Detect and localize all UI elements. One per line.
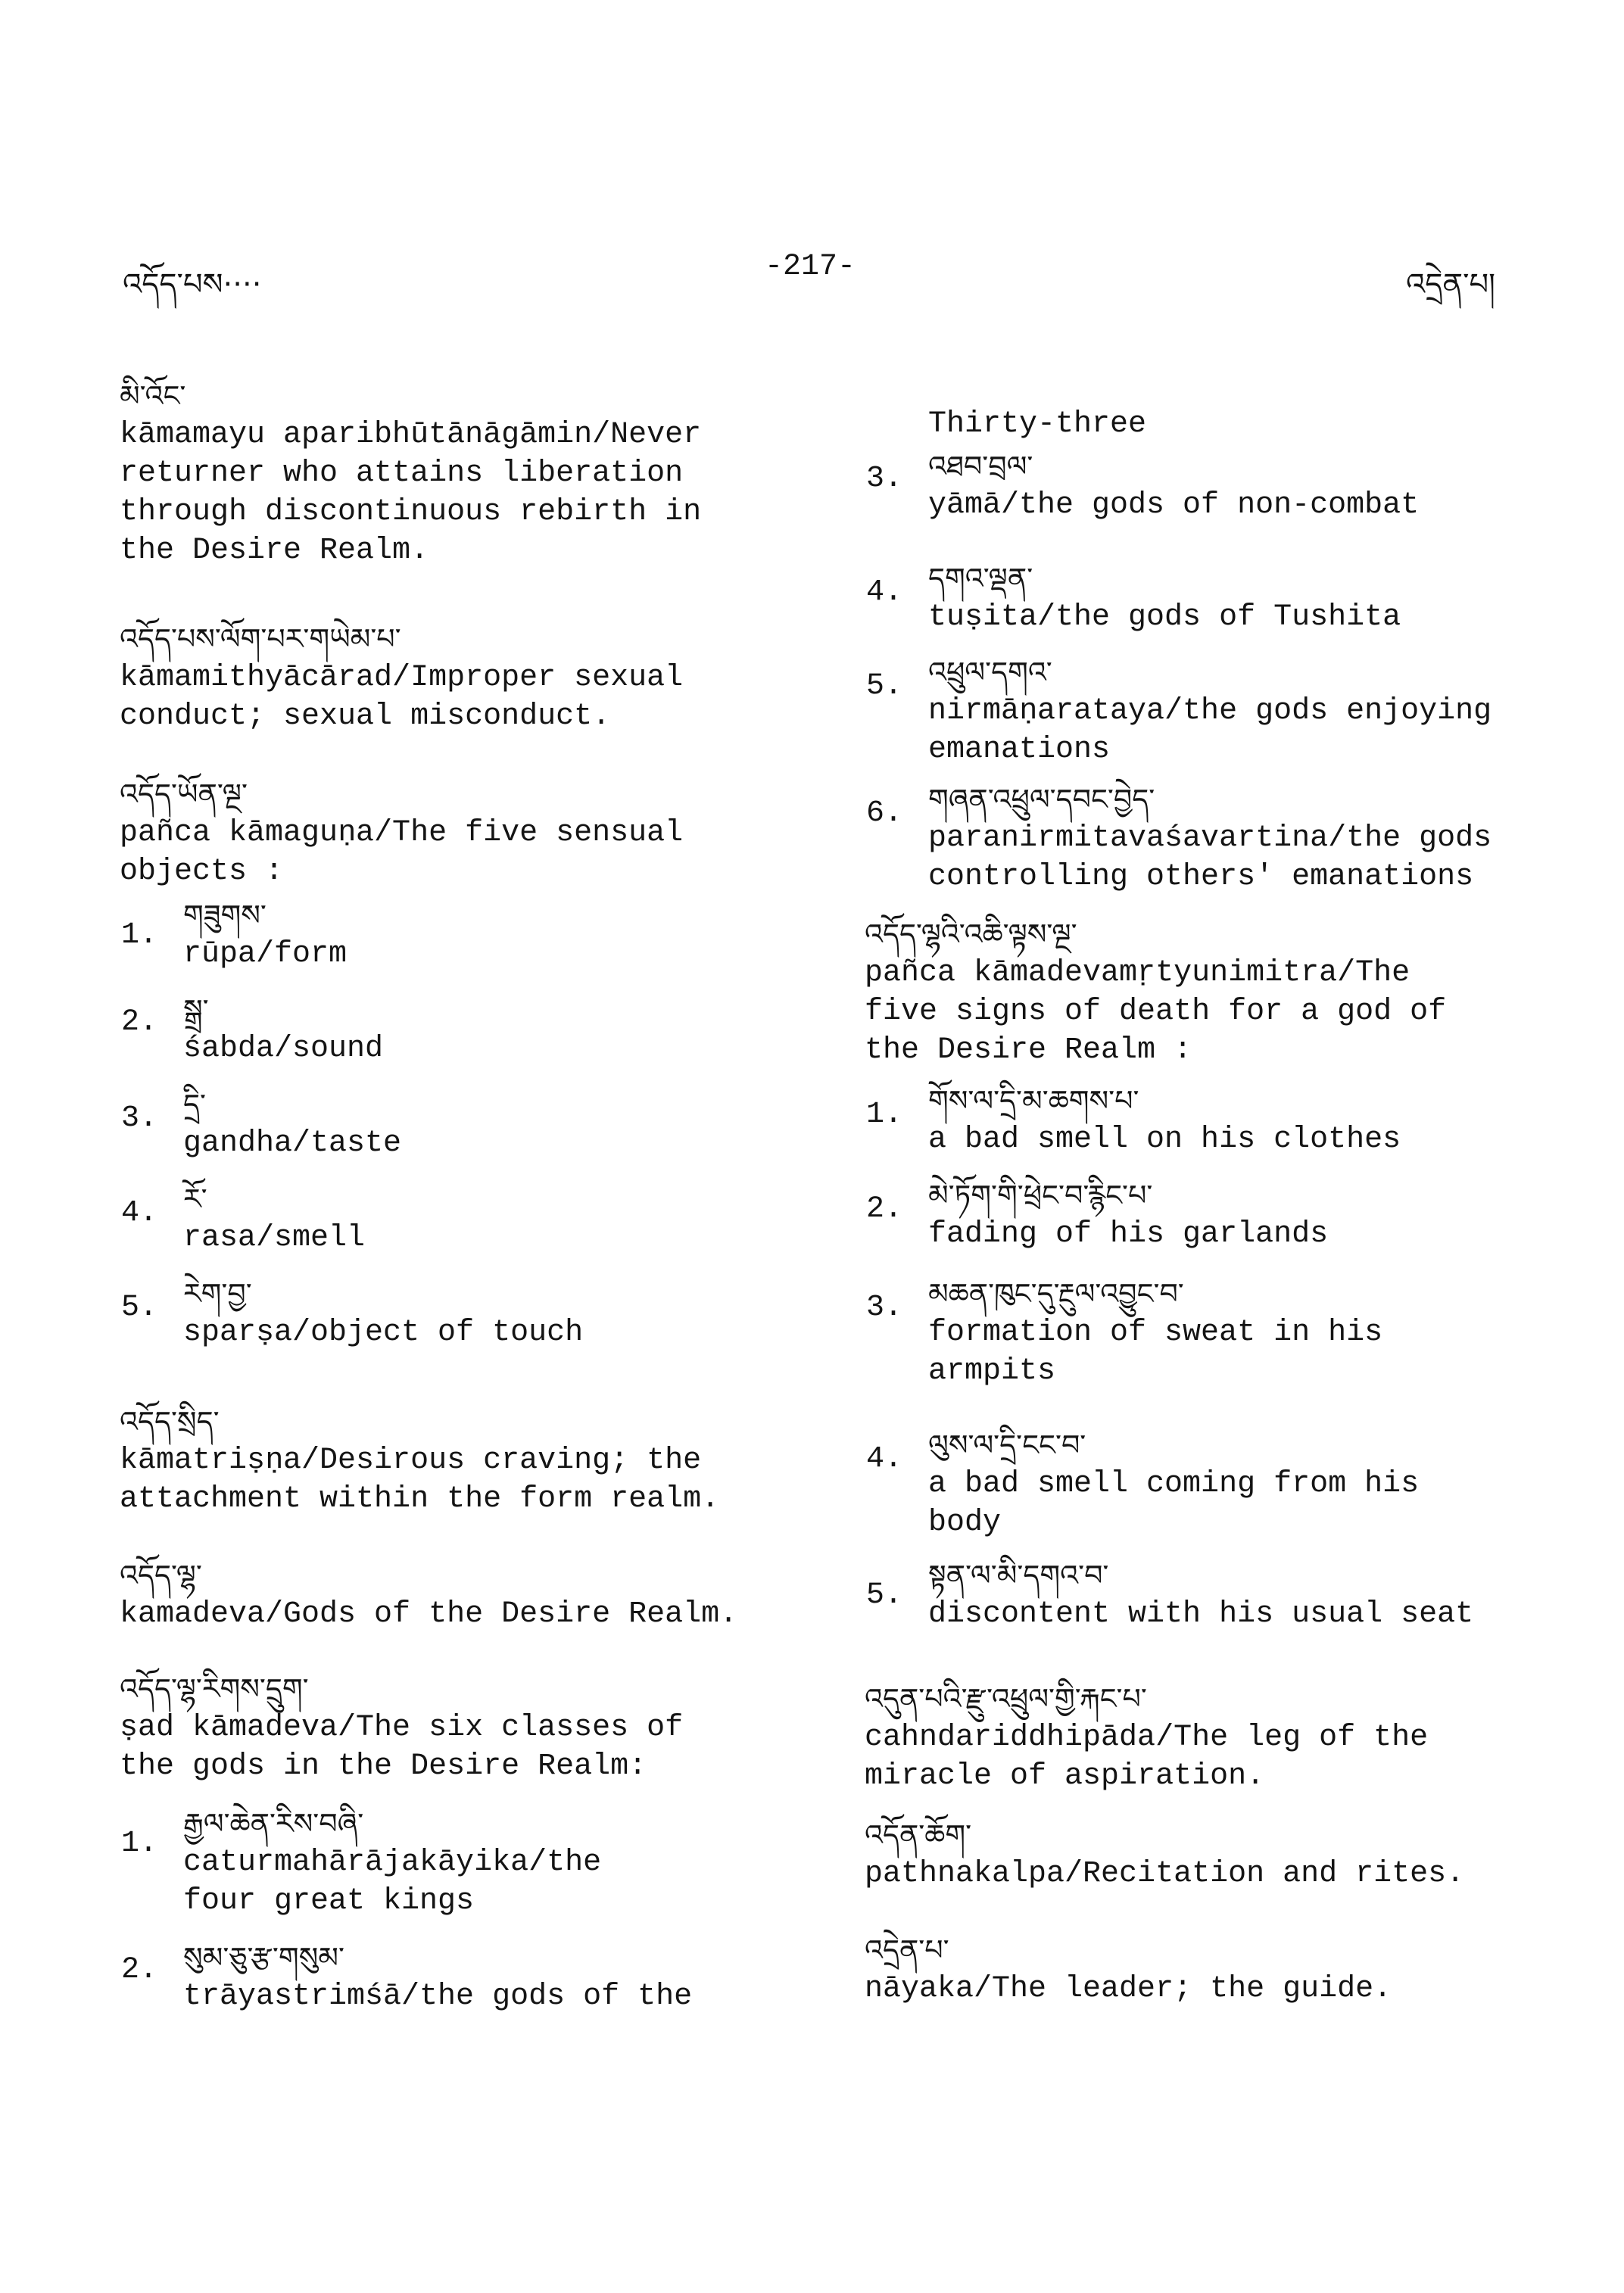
tibetan-headword: འདོན་ཆོག་ (865, 1818, 972, 1852)
item-number: 4. (866, 1442, 903, 1476)
item-gloss: rasa/smell (183, 1221, 366, 1255)
list-item (865, 780, 1546, 896)
item-gloss: śabda/sound (183, 1032, 384, 1066)
item-gloss: paranirmitavaśavartina/the gods controlling others' emanations (928, 821, 1492, 894)
item-gloss: rūpa/form (183, 937, 348, 971)
item-gloss: trāyastrimśā/the gods of the (183, 1980, 693, 2014)
tibetan-headword: འདོད་ལྷ་རིགས་དྲུག་ (120, 1672, 309, 1706)
item-number: 5. (866, 669, 903, 703)
tibetan-headword: འདོད་ཡོན་ལྔ་ (120, 777, 248, 811)
list-item (865, 559, 1546, 637)
entry (865, 1679, 1546, 1796)
list-item (865, 1081, 1546, 1159)
entry (120, 619, 801, 736)
item-gloss: gandha/taste (183, 1126, 402, 1161)
entry (120, 774, 801, 891)
entry-gloss: kāmamayu aparibhūtānāgāmin/Never returner who attains liberation through discontinuous rebirth in the Desire Realm. (120, 418, 702, 568)
item-number: 4. (121, 1196, 158, 1230)
entry (865, 1815, 1546, 1893)
item-number: 1. (121, 1827, 158, 1861)
list-item (865, 1176, 1546, 1254)
item-number: 5. (121, 1291, 158, 1325)
list-item (120, 1274, 801, 1352)
item-tibetan: གཞན་འཕྲུལ་དབང་བྱེད་ (928, 783, 1155, 816)
running-header-right: འདྲེན་པ། (1406, 267, 1495, 302)
item-tibetan: འཕྲུལ་དགའ་ (928, 656, 1052, 689)
item-number: 5. (866, 1578, 903, 1612)
item-tibetan: སྒྲ་ (183, 993, 209, 1027)
entry (120, 1402, 801, 1519)
item-tibetan: གཟུགས་ (183, 899, 267, 932)
entry-gloss: kamadeva/Gods of the Desire Realm. (120, 1597, 738, 1631)
item-tibetan: དྲི་ (183, 1088, 206, 1121)
item-tibetan: གོས་ལ་དྲི་མ་ཆགས་པ་ (928, 1084, 1139, 1117)
entry-gloss: kāmatriṣṇa/Desirous craving; the attachment within the form realm. (120, 1444, 720, 1516)
item-tibetan: རོ་ (183, 1182, 207, 1216)
entry-gloss: ṣad kāmadeva/The six classes of the gods in the Desire Realm: (120, 1711, 684, 1784)
list-item (120, 896, 801, 974)
entry (120, 376, 801, 570)
item-tibetan: སུམ་ཅུ་རྩ་གསུམ་ (183, 1941, 344, 1974)
item-tibetan: སྟན་ལ་མི་དགའ་བ་ (928, 1559, 1109, 1592)
list-item (120, 990, 801, 1068)
item-gloss: tuṣita/the gods of Tushita (928, 600, 1401, 634)
item-gloss: discontent with his usual seat (928, 1597, 1474, 1631)
item-tibetan: མེ་ཏོག་གི་ཕྲེང་བ་རྙིང་པ་ (928, 1179, 1153, 1212)
item-gloss: a bad smell coming from his body (928, 1467, 1420, 1540)
tibetan-headword: འདོད་སྲིད་ (120, 1405, 220, 1438)
entry-gloss: pañca kāmaguṇa/The five sensual objects : (120, 816, 684, 889)
item-number: 3. (121, 1101, 158, 1136)
tibetan-headword: འདོད་ལྷའི་འཆི་ལྟས་ལྔ་ (865, 918, 1077, 951)
tibetan-headword: འདོད་ལྷ་ (120, 1559, 202, 1592)
entry-gloss: cahndariddhipāda/The leg of the miracle of aspiration. (865, 1721, 1429, 1793)
list-item (120, 1179, 801, 1257)
list-item (865, 1425, 1546, 1542)
list-item (120, 1085, 801, 1163)
list-item (865, 653, 1546, 769)
entry-gloss: pañca kāmadevamṛtyunimitra/The five signs of death for a god of the Desire Realm : (865, 956, 1447, 1067)
item-number: 1. (866, 1098, 903, 1132)
item-number: 2. (121, 1953, 158, 1987)
item-tibetan: འཐབ་བྲལ་ (928, 450, 1033, 483)
item-gloss: formation of sweat in his armpits (928, 1316, 1383, 1388)
item-tibetan: དགའ་ལྡན་ (928, 562, 1033, 595)
tibetan-headword: འདུན་པའི་རྫུ་འཕྲུལ་གྱི་རྐང་པ་ (865, 1682, 1147, 1715)
item-gloss: a bad smell on his clothes (928, 1123, 1401, 1157)
item-tibetan: རེག་བྱ་ (183, 1277, 252, 1310)
item-gloss: caturmahārājakāyika/the four great kings (183, 1846, 602, 1918)
entry (120, 1669, 801, 1786)
entry-gloss: nāyaka/The leader; the guide. (865, 1972, 1392, 2006)
entry (865, 1930, 1546, 2008)
list-item (865, 447, 1546, 525)
item-number: 6. (866, 796, 903, 830)
entry (120, 1556, 801, 1634)
list-item (120, 1804, 801, 1921)
item-number: 1. (121, 918, 158, 952)
item-number: 2. (121, 1005, 158, 1039)
item-number: 3. (866, 462, 903, 496)
item-tibetan: མཆན་ཁུང་དུ་རྔུལ་འབྱུང་བ་ (928, 1277, 1184, 1310)
entry (865, 914, 1546, 1070)
item-gloss: sparṣa/object of touch (183, 1316, 584, 1350)
tibetan-headword: འདྲེན་པ་ (865, 1933, 949, 1967)
item-gloss: nirmāṇarataya/the gods enjoying emanations (928, 694, 1492, 767)
list-item (865, 1556, 1546, 1634)
tibetan-headword: མི་འོང་ (120, 379, 186, 413)
running-header-left: འདོད་པས···· (123, 267, 262, 302)
item-gloss: fading of his garlands (928, 1217, 1329, 1251)
tibetan-headword: འདོད་པས་ལོག་པར་གཡེམ་པ་ (120, 622, 401, 656)
item-tibetan: ལུས་ལ་དྲི་ངང་བ་ (928, 1428, 1086, 1462)
list-item (120, 1938, 801, 2016)
item-number: 2. (866, 1192, 903, 1226)
item-gloss: yāmā/the gods of non-combat (928, 488, 1420, 522)
list-item (865, 1274, 1546, 1391)
entry-gloss: pathnakalpa/Recitation and rites. (865, 1857, 1465, 1891)
page-number: -217- (765, 250, 856, 284)
continued-line: Thirty-three (928, 407, 1147, 441)
item-number: 4. (866, 575, 903, 609)
entry-gloss: kāmamithyācārad/Improper sexual conduct; sexual misconduct. (120, 661, 684, 734)
item-number: 3. (866, 1291, 903, 1325)
item-tibetan: རྒྱལ་ཆེན་རིས་བཞི་ (183, 1807, 364, 1840)
